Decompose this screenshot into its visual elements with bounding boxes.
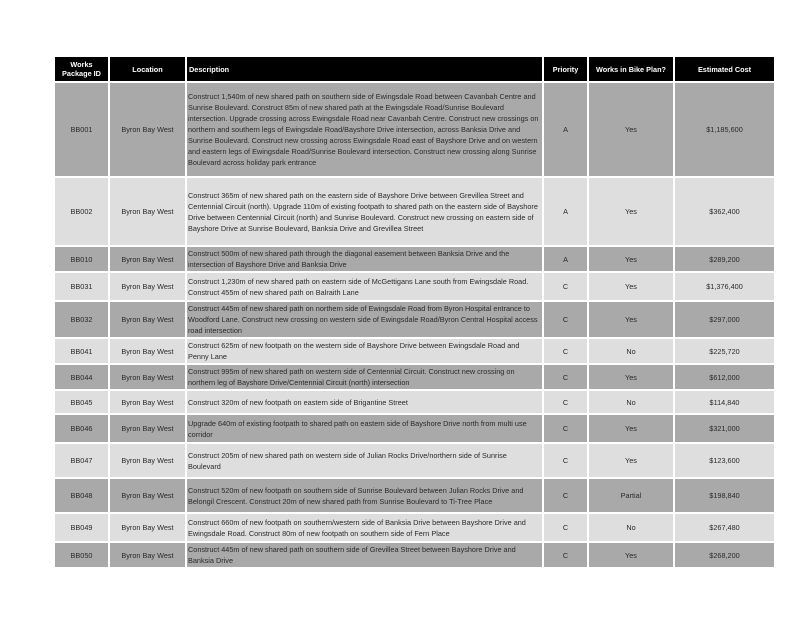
cell-bike-plan: Yes	[588, 364, 674, 390]
cell-estimated-cost: $612,000	[674, 364, 775, 390]
cell-priority: C	[543, 542, 588, 568]
cell-works-package-id: BB001	[54, 82, 109, 177]
header-bike-plan: Works in Bike Plan?	[588, 56, 674, 82]
cell-estimated-cost: $267,480	[674, 513, 775, 542]
cell-bike-plan: No	[588, 390, 674, 414]
cell-works-package-id: BB049	[54, 513, 109, 542]
cell-description: Construct 320m of new footpath on eastern side of Brigantine Street	[186, 390, 543, 414]
cell-description: Construct 625m of new footpath on the western side of Bayshore Drive between Ewingsdale Road and Penny Lane	[186, 338, 543, 364]
cell-description: Construct 1,230m of new shared path on eastern side of McGettigans Lane south from Ewingsdale Road. Construct 455m of new shared path on Balraith Lane	[186, 272, 543, 301]
cell-priority: C	[543, 390, 588, 414]
cell-estimated-cost: $289,200	[674, 246, 775, 272]
cell-estimated-cost: $198,840	[674, 478, 775, 513]
table-row	[54, 443, 775, 478]
cell-estimated-cost: $225,720	[674, 338, 775, 364]
cell-description: Upgrade 640m of existing footpath to shared path on eastern side of Bayshore Drive north from multi use corridor	[186, 414, 543, 443]
cell-location: Byron Bay West	[109, 364, 186, 390]
cell-location: Byron Bay West	[109, 246, 186, 272]
cell-works-package-id: BB045	[54, 390, 109, 414]
table-row	[54, 177, 775, 246]
cell-location: Byron Bay West	[109, 443, 186, 478]
cell-bike-plan: Yes	[588, 246, 674, 272]
cell-location: Byron Bay West	[109, 390, 186, 414]
cell-description: Construct 445m of new shared path on southern side of Grevillea Street between Bayshore Drive and Banksia Drive	[186, 542, 543, 568]
cell-works-package-id: BB047	[54, 443, 109, 478]
cell-location: Byron Bay West	[109, 82, 186, 177]
table-row	[54, 364, 775, 390]
cell-works-package-id: BB050	[54, 542, 109, 568]
cell-description: Construct 445m of new shared path on northern side of Ewingsdale Road from Byron Hospital entrance to Woodford Lane. Construct new crossing on western side of Ewingsdale Road/Byron Central Hospital access road intersection	[186, 301, 543, 338]
cell-bike-plan: No	[588, 513, 674, 542]
header-priority: Priority	[543, 56, 588, 82]
cell-location: Byron Bay West	[109, 301, 186, 338]
cell-bike-plan: Yes	[588, 272, 674, 301]
works-package-table	[53, 55, 776, 569]
cell-location: Byron Bay West	[109, 542, 186, 568]
table-row	[54, 82, 775, 177]
cell-location: Byron Bay West	[109, 272, 186, 301]
cell-priority: A	[543, 177, 588, 246]
table-row	[54, 301, 775, 338]
cell-location: Byron Bay West	[109, 478, 186, 513]
cell-bike-plan: Yes	[588, 82, 674, 177]
cell-estimated-cost: $1,376,400	[674, 272, 775, 301]
cell-location: Byron Bay West	[109, 177, 186, 246]
cell-works-package-id: BB044	[54, 364, 109, 390]
cell-description: Construct 205m of new shared path on western side of Julian Rocks Drive/northern side of Sunrise Boulevard	[186, 443, 543, 478]
header-estimated-cost: Estimated Cost	[674, 56, 775, 82]
cell-estimated-cost: $1,185,600	[674, 82, 775, 177]
table-row	[54, 390, 775, 414]
cell-works-package-id: BB041	[54, 338, 109, 364]
cell-priority: A	[543, 82, 588, 177]
cell-description: Construct 520m of new footpath on southern side of Sunrise Boulevard between Julian Rocks Drive and Belongil Crescent. Construct 20m of new shared path from Sunrise Boulevard to Ti-Tree Place	[186, 478, 543, 513]
cell-bike-plan: Partial	[588, 478, 674, 513]
header-location: Location	[109, 56, 186, 82]
cell-location: Byron Bay West	[109, 338, 186, 364]
header-description: Description	[186, 56, 543, 82]
cell-description: Construct 995m of new shared path on western side of Centennial Circuit. Construct new crossing on northern leg of Bayshore Drive/Centennial Circuit (north) intersection	[186, 364, 543, 390]
table-row	[54, 246, 775, 272]
table-row	[54, 542, 775, 568]
cell-priority: A	[543, 246, 588, 272]
cell-bike-plan: Yes	[588, 301, 674, 338]
cell-priority: C	[543, 338, 588, 364]
cell-location: Byron Bay West	[109, 414, 186, 443]
cell-location: Byron Bay West	[109, 513, 186, 542]
cell-bike-plan: Yes	[588, 414, 674, 443]
cell-priority: C	[543, 414, 588, 443]
cell-estimated-cost: $297,000	[674, 301, 775, 338]
cell-estimated-cost: $362,400	[674, 177, 775, 246]
cell-estimated-cost: $114,840	[674, 390, 775, 414]
cell-bike-plan: Yes	[588, 443, 674, 478]
table-row	[54, 272, 775, 301]
cell-works-package-id: BB031	[54, 272, 109, 301]
cell-works-package-id: BB048	[54, 478, 109, 513]
table-row	[54, 513, 775, 542]
cell-priority: C	[543, 364, 588, 390]
table-row	[54, 478, 775, 513]
cell-works-package-id: BB002	[54, 177, 109, 246]
cell-estimated-cost: $268,200	[674, 542, 775, 568]
cell-bike-plan: Yes	[588, 542, 674, 568]
cell-description: Construct 365m of new shared path on the eastern side of Bayshore Drive between Grevillea Street and Centennial Circuit (north). Upgrade 110m of existing footpath to shared path on the eastern side of Bayshore Drive between Centennial Circuit (north) and Sunrise Boulevard. Construct new crossing on eastern side of Bayshore Drive at Sunrise Boulevard, Banksia Drive and Grevillea Street	[186, 177, 543, 246]
cell-works-package-id: BB032	[54, 301, 109, 338]
cell-priority: C	[543, 478, 588, 513]
header-row	[54, 56, 775, 82]
cell-estimated-cost: $123,600	[674, 443, 775, 478]
cell-works-package-id: BB046	[54, 414, 109, 443]
cell-description: Construct 500m of new shared path through the diagonal easement between Banksia Drive and the intersection of Bayshore Drive and Banksia Drive	[186, 246, 543, 272]
cell-description: Construct 1,540m of new shared path on southern side of Ewingsdale Road between Cavanbah Centre and Sunrise Boulevard. Construct 85m of new shared path at the Ewingsdale Road/Sunrise Boulevard intersection. Upgrade crossing across Ewingsdale Road near Cavanbah Centre. Construct new crossings on northern and southern legs of Ewingsdale Road/Bayshore Drive intersection, across Banksia Drive and Sunrise Boulevard. Construct new crossing across Ewingsdale Road east of Bayshore Drive and on western and eastern legs of Ewingsdale Road/Sunrise Boulevard intersection. Construct new crossing along Sunrise Boulevard across holiday park entrance	[186, 82, 543, 177]
table-row	[54, 338, 775, 364]
cell-priority: C	[543, 513, 588, 542]
cell-priority: C	[543, 443, 588, 478]
table-row	[54, 414, 775, 443]
cell-bike-plan: Yes	[588, 177, 674, 246]
cell-priority: C	[543, 272, 588, 301]
cell-bike-plan: No	[588, 338, 674, 364]
cell-priority: C	[543, 301, 588, 338]
cell-works-package-id: BB010	[54, 246, 109, 272]
header-works-package-id: Works Package ID	[54, 56, 109, 82]
cell-description: Construct 660m of new footpath on southern/western side of Banksia Drive between Bayshore Drive and Ewingsdale Road. Construct 80m of new footpath on southern side of Fern Place	[186, 513, 543, 542]
cell-estimated-cost: $321,000	[674, 414, 775, 443]
